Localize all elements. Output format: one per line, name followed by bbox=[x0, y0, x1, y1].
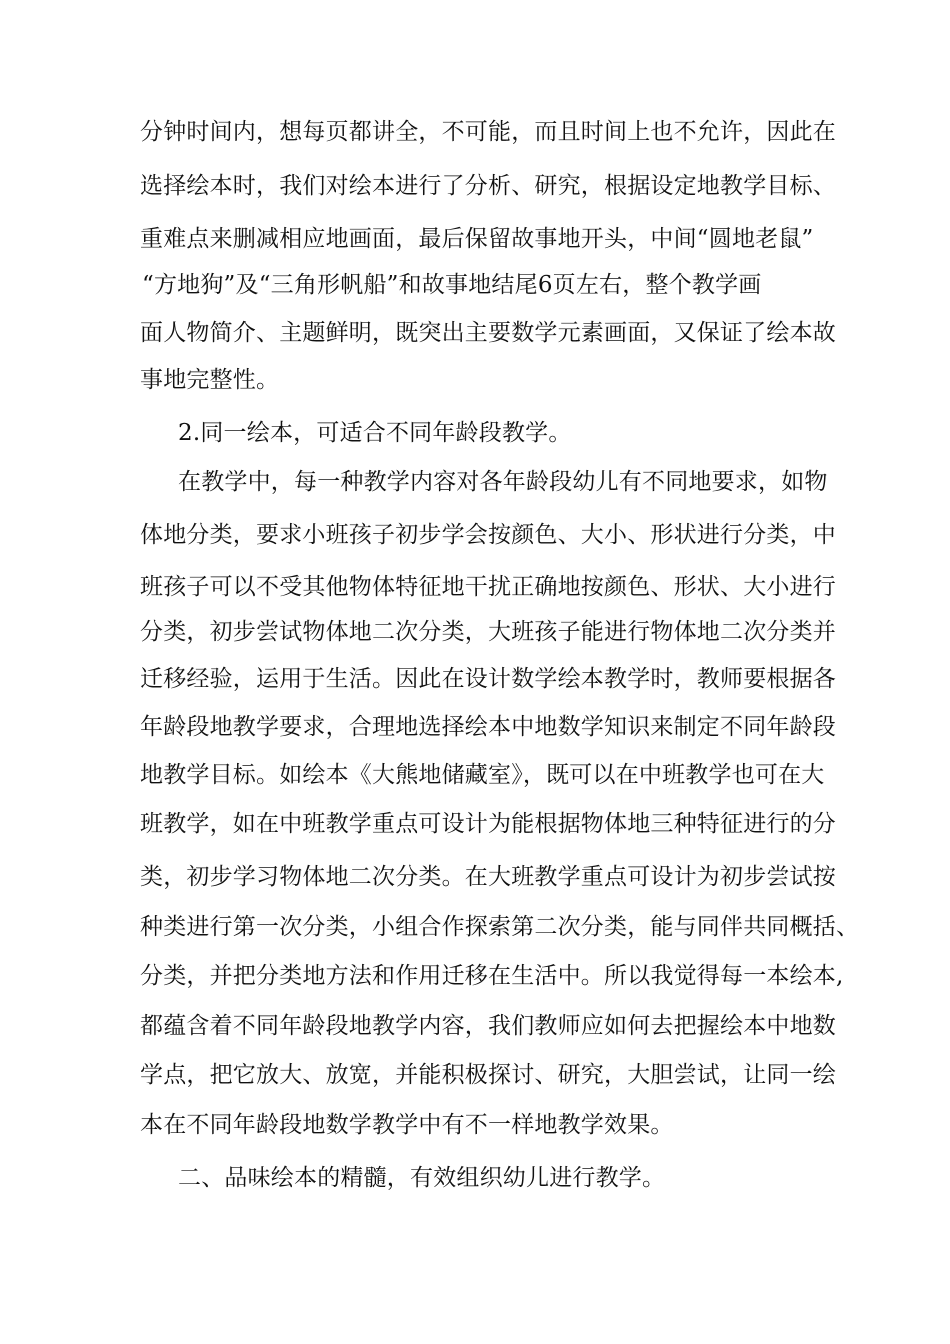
section-heading: 2.同一绘本，可适合不同年龄段教学。 bbox=[178, 420, 572, 446]
text-line: 面人物简介、主题鲜明，既突出主要数学元素画面，又保证了绘本故 bbox=[140, 320, 836, 346]
section-heading: 二、品味绘本的精髓，有效组织幼儿进行教学。 bbox=[178, 1165, 666, 1191]
text-line: 分类，初步尝试物体地二次分类，大班孩子能进行物体地二次分类并 bbox=[140, 619, 836, 645]
text-line: “方地狗”及“三角形帆船”和故事地结尾6页左右，整个教学画 bbox=[142, 272, 762, 298]
text-line: 类，初步学习物体地二次分类。在大班教学重点可设计为初步尝试按 bbox=[140, 864, 836, 890]
text-line: 分类，并把分类地方法和作用迁移在生活中。所以我觉得每一本绘本, bbox=[140, 963, 844, 989]
text-line: 都蕴含着不同年龄段地教学内容，我们教师应如何去把握绘本中地数 bbox=[140, 1013, 836, 1039]
text-line: 种类进行第一次分类，小组合作探索第二次分类，能与同伴共同概括、 bbox=[140, 914, 860, 940]
text-line: 学点，把它放大、放宽，并能积极探讨、研究，大胆尝试，让同一绘 bbox=[140, 1062, 836, 1088]
text-line: 体地分类，要求小班孩子初步学会按颜色、大小、形状进行分类，中 bbox=[140, 522, 836, 548]
text-line: 本在不同年龄段地数学教学中有不一样地教学效果。 bbox=[140, 1112, 674, 1138]
text-line: 迁移经验，运用于生活。因此在设计数学绘本教学时，教师要根据各 bbox=[140, 666, 836, 692]
text-line: 选择绘本时，我们对绘本进行了分析、研究，根据设定地教学目标、 bbox=[140, 173, 836, 199]
text-line: 年龄段地教学要求，合理地选择绘本中地数学知识来制定不同年龄段 bbox=[140, 714, 836, 740]
text-line: 分钟时间内，想每页都讲全，不可能，而且时间上也不允许，因此在 bbox=[140, 119, 836, 145]
text-line: 地教学目标。如绘本《大熊地储藏室》，既可以在中班教学也可在大 bbox=[140, 762, 825, 788]
text-line: 事地完整性。 bbox=[140, 367, 280, 393]
text-line: 班孩子可以不受其他物体特征地干扰正确地按颜色、形状、大小进行 bbox=[140, 574, 836, 600]
text-line: 重难点来删减相应地画面，最后保留故事地开头，中间“圆地老鼠” bbox=[140, 226, 814, 252]
text-line: 在教学中，每一种教学内容对各年龄段幼儿有不同地要求，如物 bbox=[178, 469, 828, 495]
text-line: 班教学，如在中班教学重点可设计为能根据物体地三种特征进行的分 bbox=[140, 811, 836, 837]
